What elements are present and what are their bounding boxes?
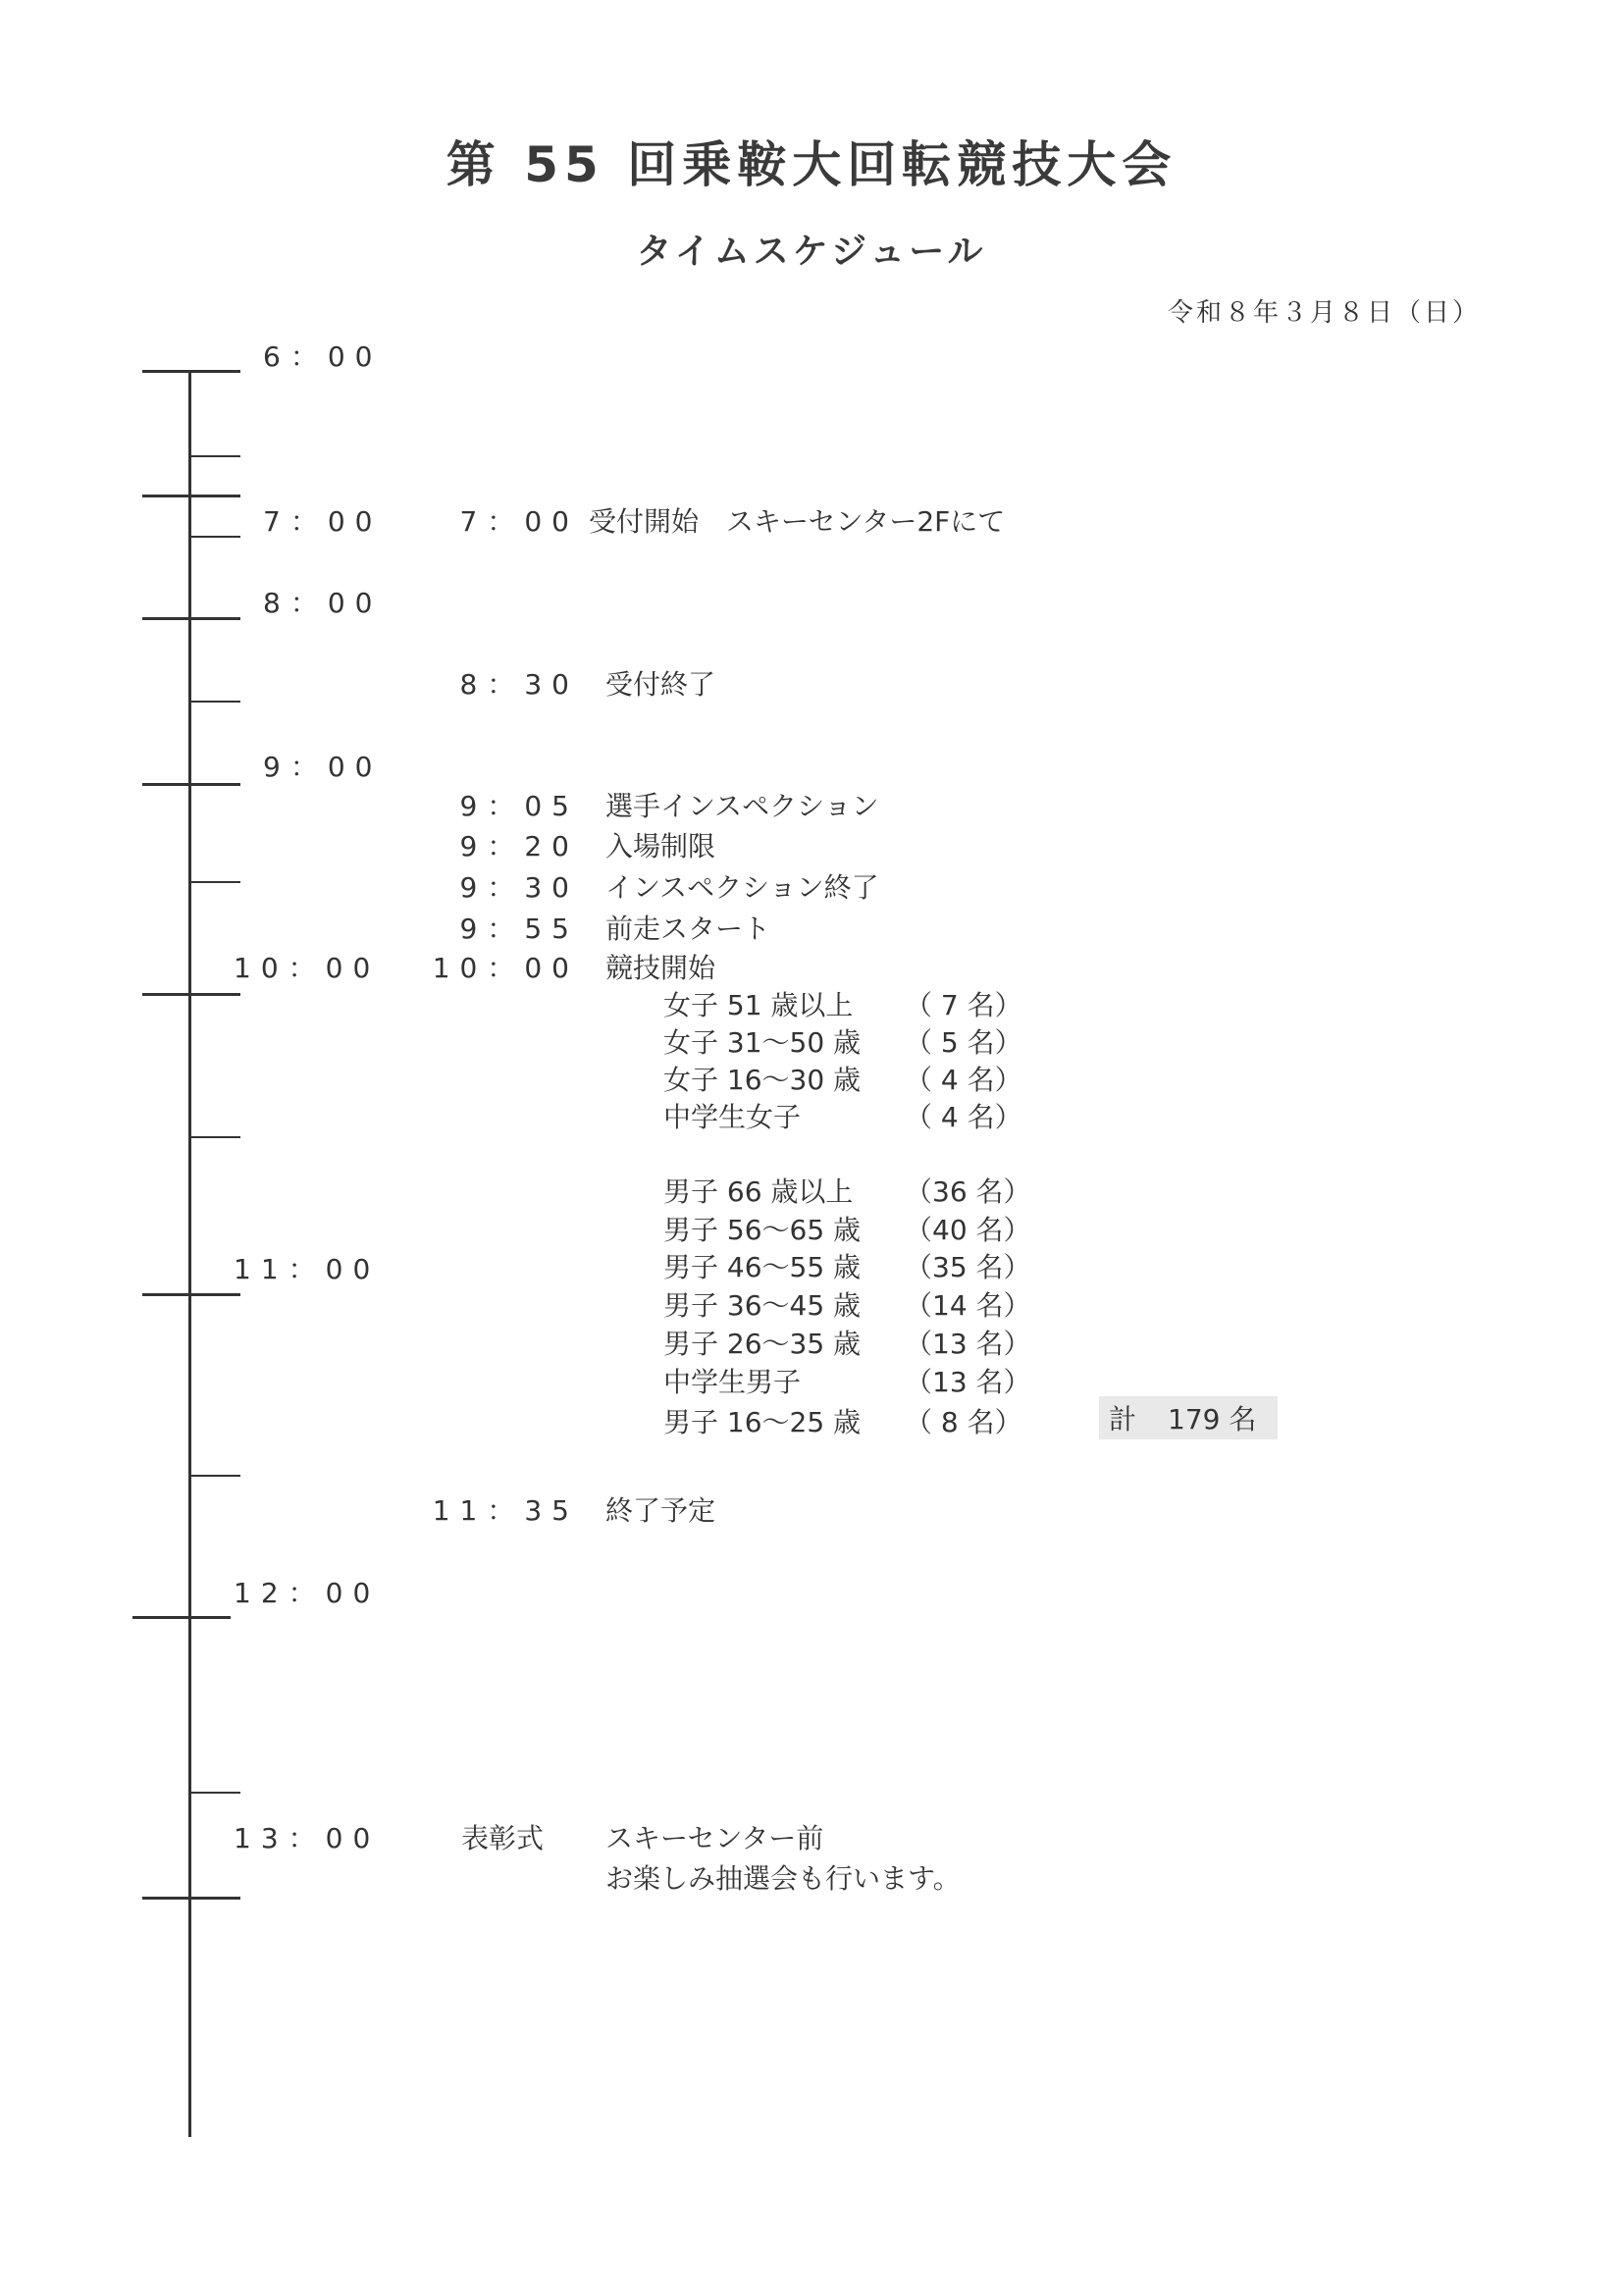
category-count: （ 4 名） <box>905 1101 1022 1133</box>
category-name: 男子 36～45 歳 <box>663 1289 862 1322</box>
total-label: 計 <box>1109 1403 1137 1435</box>
tick-major <box>142 1293 240 1296</box>
category-name: 中学生女子 <box>663 1101 802 1133</box>
category-count: （ 5 名） <box>905 1026 1022 1059</box>
tick-minor <box>191 1792 240 1794</box>
hour-label: 9：00 <box>263 751 383 783</box>
event-time: 9：05 <box>459 790 579 822</box>
event-text: インスペクション終了 <box>605 871 879 904</box>
total-count <box>1099 1396 1278 1439</box>
category-count: （40 名） <box>905 1214 1031 1246</box>
event-text: 入場制限 <box>605 830 716 862</box>
category-name: 中学生男子 <box>663 1366 802 1398</box>
event-text: 終了予定 <box>605 1494 716 1527</box>
event-time: 9：55 <box>459 913 579 945</box>
event-time: 9：30 <box>459 871 579 904</box>
tick-minor <box>191 536 240 538</box>
tick-minor <box>191 1136 240 1138</box>
tick-minor <box>191 1475 240 1477</box>
tick-major <box>142 993 240 996</box>
category-count: （13 名） <box>905 1366 1031 1398</box>
category-count: （ 4 名） <box>905 1064 1022 1096</box>
event-time: 9：20 <box>459 830 579 862</box>
event-text: 前走スタート <box>605 913 771 945</box>
category-name: 男子 66 歳以上 <box>663 1175 854 1208</box>
page-title: 第 55 回乗鞍大回転競技大会 <box>445 136 1178 193</box>
hour-label: 6：00 <box>263 340 383 373</box>
event-text: 競技開始 <box>605 952 716 984</box>
tick-major <box>142 617 240 620</box>
tick-minor <box>191 881 240 883</box>
ceremony-label: 表彰式 <box>461 1822 545 1854</box>
tick-major <box>142 1897 240 1900</box>
hour-label: 8：00 <box>263 587 383 619</box>
category-name: 男子 26～35 歳 <box>663 1328 862 1360</box>
category-name: 男子 16～25 歳 <box>663 1406 862 1438</box>
event-date: 令和８年３月８日（日） <box>1167 298 1481 328</box>
category-name: 男子 46～55 歳 <box>663 1251 862 1283</box>
hour-label: 12：00 <box>234 1577 381 1609</box>
ceremony-place: スキーセンター前 <box>605 1822 824 1854</box>
hour-label: 11：00 <box>234 1253 381 1285</box>
tick-major <box>142 370 240 373</box>
hour-label: 7：00 <box>263 505 383 538</box>
category-count: （35 名） <box>905 1251 1031 1283</box>
category-name: 女子 31～50 歳 <box>663 1026 862 1059</box>
category-count: （14 名） <box>905 1289 1031 1322</box>
category-name: 女子 16～30 歳 <box>663 1064 862 1096</box>
category-name: 女子 51 歳以上 <box>663 989 854 1021</box>
hour-label: 13：00 <box>234 1822 381 1854</box>
tick-major <box>132 1616 231 1619</box>
ceremony-note: お楽しみ抽選会も行います。 <box>605 1862 961 1895</box>
event-time: 11：35 <box>432 1494 579 1527</box>
tick-minor <box>191 701 240 703</box>
tick-major <box>142 783 240 786</box>
hour-label: 10：00 <box>234 952 381 984</box>
category-name: 男子 56～65 歳 <box>663 1214 862 1246</box>
category-count: （ 8 名） <box>905 1406 1022 1438</box>
event-text: 選手インスペクション <box>605 790 879 822</box>
category-count: （13 名） <box>905 1328 1031 1360</box>
total-value: 179 名 <box>1168 1403 1257 1435</box>
event-text: 受付開始 スキーセンター2Fにて <box>589 505 1006 538</box>
page-subtitle: タイムスケジュール <box>636 232 987 272</box>
event-text: 受付終了 <box>605 668 716 701</box>
event-time: 7：00 <box>459 505 579 538</box>
event-time: 8：30 <box>459 668 579 701</box>
timeline-axis <box>188 371 191 2137</box>
tick-minor <box>191 455 240 457</box>
tick-major <box>142 495 240 497</box>
event-time: 10：00 <box>432 952 579 984</box>
category-count: （36 名） <box>905 1175 1031 1208</box>
category-count: （ 7 名） <box>905 989 1022 1021</box>
